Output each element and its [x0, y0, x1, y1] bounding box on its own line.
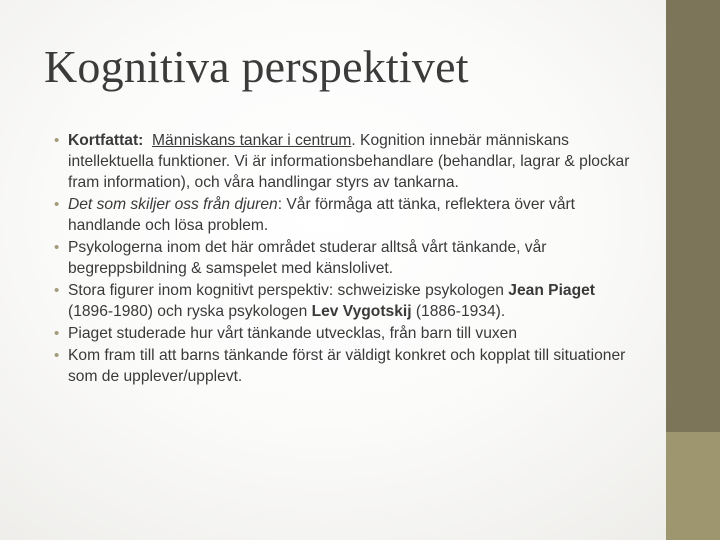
bullet-5-text: Piaget studerade hur vårt tänkande utvecklas, från barn till vuxen	[68, 325, 518, 342]
bullet-4-text-before: Stora figurer inom kognitivt perspektiv: schweiziske psykologen	[68, 282, 509, 299]
bullet-list	[52, 130, 632, 387]
slide-content	[52, 130, 632, 388]
bullet-dot-icon: •	[54, 282, 60, 299]
slide-title: Kognitiva perspektivet	[44, 41, 469, 92]
bullet-item-6	[52, 345, 632, 387]
bullet-1-label: Kortfattat:	[68, 132, 144, 149]
bullet-item-5	[52, 323, 632, 344]
bullet-4-name-piaget: Jean Piaget	[508, 282, 595, 299]
bullet-item-1	[52, 130, 632, 193]
sidebar-accent-block	[666, 432, 720, 540]
bullet-dot-icon: •	[54, 132, 60, 149]
bullet-2-italic: Det som skiljer oss från djuren	[68, 196, 278, 213]
bullet-dot-icon: •	[54, 325, 60, 342]
bullet-dot-icon: •	[54, 196, 60, 213]
sidebar-bar	[666, 0, 720, 540]
bullet-6-text: Kom fram till att barns tänkande först är väldigt konkret och kopplat till situationer som de upplever/upplevt.	[68, 347, 626, 385]
bullet-item-4	[52, 280, 632, 322]
bullet-2-text: : Vår förmåga att tänka, reflektera över vårt handlande och lösa problem.	[68, 196, 576, 234]
bullet-4-name-vygotskij: Lev Vygotskij	[311, 303, 412, 320]
bullet-item-3	[52, 237, 632, 279]
bullet-dot-icon: •	[54, 239, 60, 256]
bullet-item-2	[52, 194, 632, 236]
bullet-4-text-middle: (1896-1980) och ryska psykologen	[68, 303, 312, 320]
bullet-4-text-after: (1886-1934).	[411, 303, 506, 320]
bullet-dot-icon: •	[54, 347, 60, 364]
bullet-1-underlined: Människans tankar i centrum	[152, 132, 352, 149]
bullet-3-text: Psykologerna inom det här området studerar alltså vårt tänkande, vår begreppsbildning & samspelet med känslolivet.	[68, 239, 547, 277]
bullet-1-text: . Kognition innebär människans intellektuella funktioner. Vi är informationsbehandlare (behandlar, lagrar & plockar fram information), och våra handlingar styrs av tankarna.	[68, 132, 630, 191]
